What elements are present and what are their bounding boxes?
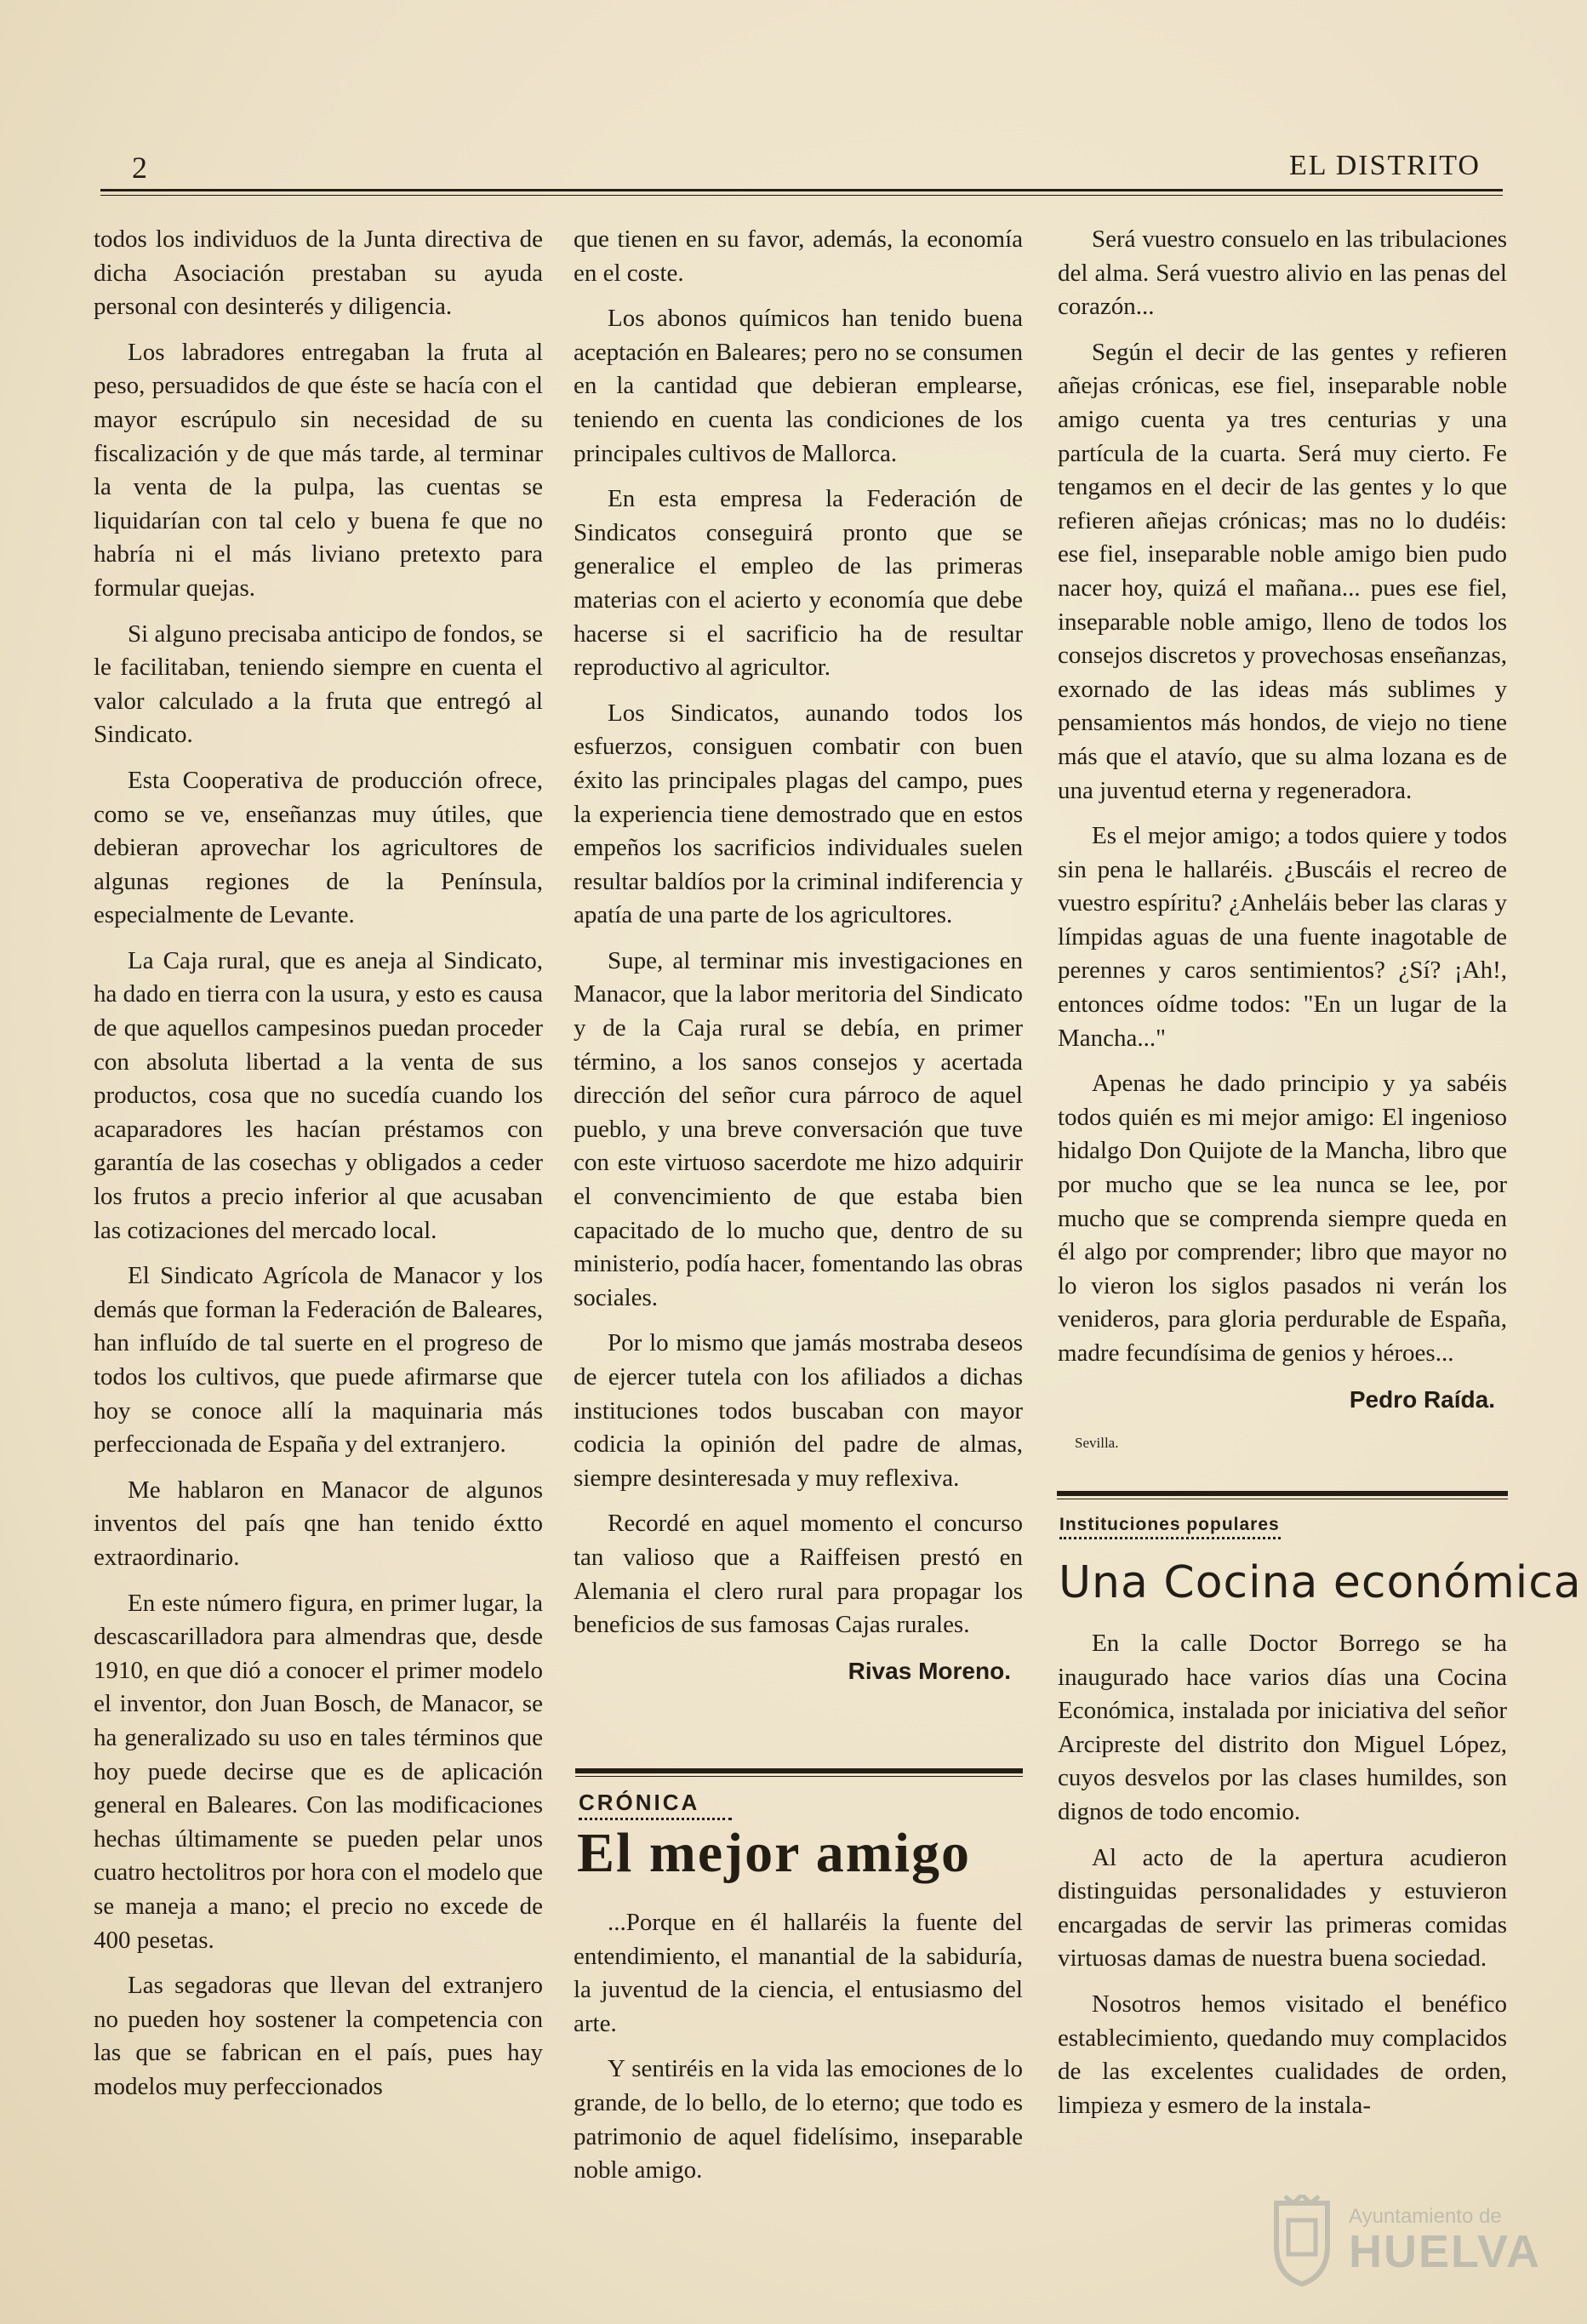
section-kicker: Instituciones populares <box>1059 1515 1280 1534</box>
paragraph: que tienen en su favor, además, la economía en el coste. <box>574 226 1023 287</box>
paragraph: En esta empresa la Federación de Sindicatos conseguirá pronto que se generalice el empleo de las primeras materias con el acierto y economía que debe hacerse si el sacrificio ha de resultar reproductivo al agricultor. <box>574 485 1023 682</box>
section-divider <box>1057 1491 1508 1496</box>
article-column-3 <box>1058 223 1507 1460</box>
paragraph: La Caja rural, que es aneja al Sindicato, ha dado en tierra con la usura, y esto es causa de que aquellos campesinos puedan proceder con absoluta libertad a la venta de sus productos, cosa que no sucedía cuando los acaparadores les hacían préstamos con garantía de las cosechas y obligados a ceder los frutos a precio inferior al que acusaban las cotizaciones del mercado local. <box>94 946 543 1244</box>
paragraph: Si alguno precisaba anticipo de fondos, se le facilitaban, teniendo siempre en cuenta el valor calculado a la fruta que entregó al Sindicato. <box>94 620 543 749</box>
page-number: 2 <box>132 151 147 185</box>
paragraph: todos los individuos de la Junta directiva de dicha Asociación prestaban su ayuda personal con desinterés y diligencia. <box>94 226 543 321</box>
paragraph: Será vuestro consuelo en las tribulaciones del alma. Será vuestro alivio en las penas del corazón... <box>1058 226 1507 321</box>
article-headline: Una Cocina económica <box>1059 1557 1582 1608</box>
paragraph: Y sentiréis en la vida las emociones de lo grande, de lo bello, de lo eterno; que todo es patrimonio de aquel fidelísimo, inseparable noble amigo. <box>574 2055 1023 2184</box>
coat-of-arms-icon <box>1268 2195 1336 2288</box>
paragraph: Supe, al terminar mis investigaciones en Manacor, que la labor meritoria del Sindicato y de la Caja rural se debía, en primer término, a los sanos consejos y acertada dirección del señor cura párroco de aquel pueblo, y una breve conversación que tuve con este virtuoso sacerdote me hizo adquirir el convencimiento de que estaba bien capacitado de lo mucho que, dentro de su ministerio, podía hacer, fomentando las obras sociales. <box>574 946 1023 1311</box>
header-rule-thin <box>100 195 1503 196</box>
paragraph: Por lo mismo que jamás mostraba deseos de ejercer tutela con los afiliados a dichas instituciones todos buscaban con mayor codicia la opinión del padre de almas, siempre desinteresada y muy reflexiva. <box>574 1329 1023 1492</box>
section-divider <box>575 1768 1023 1773</box>
article-column-1 <box>94 223 543 2116</box>
author-signature: Rivas Moreno. <box>848 1657 1011 1684</box>
newspaper-title: EL DISTRITO <box>1288 150 1481 181</box>
section-divider-thin <box>575 1776 1023 1777</box>
page-header <box>98 150 1502 192</box>
cronica-body <box>574 1906 1023 2200</box>
paragraph: Apenas he dado principio y ya sabéis todos quién es mi mejor amigo: El ingenioso hidalgo Don Quijote de la Mancha, libro que por mucho que se lea nunca se lee, por mucho que se comprenda siempre queda en él algo por comprender; libro que mayor no lo vieron los siglos pasados ni verán los venideros, para gloria perdurable de España, madre fecundísima de genios y héroes... <box>1058 1070 1507 1367</box>
paragraph: El Sindicato Agrícola de Manacor y los demás que forman la Federación de Baleares, han influído de tal suerte en el progreso de todos los cultivos, que puede afirmarse que hoy se conoce allí la maquinaria más perfeccionada de España y del extranjero. <box>94 1262 543 1459</box>
section-kicker: CRÓNICA <box>579 1790 700 1815</box>
paragraph: ...Porque en él hallaréis la fuente del entendimiento, el manantial de la sabiduría, la juventud de la ciencia, el entusiasmo del arte. <box>574 1909 1023 2037</box>
paragraph: En la calle Doctor Borrego se ha inaugurado hace varios días una Cocina Económica, instalada por iniciativa del señor Arcipreste del distrito don Miguel López, cuyos desvelos por las clases humildes, son dignos de todo encomio. <box>1058 1630 1507 1825</box>
paragraph: En este número figura, en primer lugar, la descascarilladora para almendras que, desde 1910, en que dió a conocer el primer modelo el inventor, don Juan Bosch, de Manacor, se ha generalizado su uso en tales términos que hoy puede decirse que es de aplicación general en Baleares. Con las modificaciones hechas últimamente se pueden pelar unos cuatro hectolitros por hora con el modelo que se maneja a mano; el precio no excede de 400 pesetas. <box>94 1589 543 1954</box>
paragraph: Los labradores entregaban la fruta al peso, persuadidos de que éste se hacía con el mayor escrúpulo sin necesidad de su fiscalización y de que más tarde, al terminar la venta de la pulpa, las cuentas se liquidarían con tal celo y buena fe que no habría ni el más liviano pretexto para formular quejas. <box>94 338 543 602</box>
dateline-place: Sevilla. <box>1075 1435 1119 1452</box>
kicker-underline <box>1059 1537 1281 1542</box>
archive-watermark <box>1268 2191 1541 2293</box>
watermark-line-1: Ayuntamiento de <box>1349 2205 1502 2228</box>
paragraph: Los abonos químicos han tenido buena aceptación en Baleares; pero no se consumen en la cantidad que debieran emplearse, teniendo en cuenta las condiciones de los principales cultivos de Mallorca. <box>574 305 1023 467</box>
paragraph: Nosotros hemos visitado el benéfico establecimiento, quedando muy complacidos de las excelentes cualidades de orden, limpieza y esmero de la instala- <box>1058 1990 1507 2119</box>
article-headline: El mejor amigo <box>577 1822 972 1884</box>
article-column-2 <box>574 223 1023 1698</box>
paragraph: Los Sindicatos, aunando todos los esfuerzos, consiguen combatir con buen éxito las principales plagas del campo, pues la experiencia tiene demostrado que en estos empeños los sacrificios individuales suelen resultar baldíos por la criminal indiferencia y apatía de una parte de los agricultores. <box>574 699 1023 929</box>
instituciones-body <box>1058 1627 1507 2134</box>
paragraph: Al acto de la apertura acudieron distinguidas personalidades y estuvieron encargadas de servir las primeras comidas virtuosas damas de nuestra buena sociedad. <box>1058 1843 1507 1973</box>
header-rule <box>100 189 1503 191</box>
paragraph: Me hablaron en Manacor de algunos inventos del país qne han tenido éxtto extraordinario. <box>94 1476 543 1571</box>
paragraph: Esta Cooperativa de producción ofrece, como se ve, enseñanzas muy útiles, que debieran aprovechar los agricultores de algunas regiones de la Península, especialmente de Levante. <box>94 766 543 929</box>
paragraph: Las segadoras que llevan del extranjero no pueden hoy sostener la competencia con las que se fabrican en el país, pues hay modelos muy perfeccionados <box>94 1972 543 2100</box>
paragraph: Según el decir de las gentes y refieren añejas crónicas, ese fiel, inseparable noble amigo cuenta ya tres centurias y una partícula de la cuarta. Será muy cierto. Fe tengamos en el decir de las gentes y lo que refieren añejas crónicas; mas no lo dudéis: ese fiel, inseparable noble amigo bien pudo nacer hoy, quizá el mañana... pues ese fiel, inseparable noble amigo, lleno de todos los consejos discretos y provechosas enseñanzas, exornado de las ideas más sublimes y pensamientos más hondos, de viejo no tiene más que el atavío, que su alma lozana es de una juventud eterna y regeneradora. <box>1058 338 1507 804</box>
author-signature: Pedro Raída. <box>1349 1385 1495 1413</box>
paragraph: Recordé en aquel momento el concurso tan valioso que a Raiffeisen prestó en Alemania el clero rural para propagar los beneficios de sus famosas Cajas rurales. <box>574 1510 1023 1639</box>
watermark-line-2: HUELVA <box>1349 2226 1541 2277</box>
paragraph: Es el mejor amigo; a todos quiere y todos sin pena le hallaréis. ¿Buscáis el recreo de vuestro espíritu? ¿Anheláis beber las claras y límpidas aguas de una fuente inagotable de perennes y caros sentimientos? ¿Sí? ¡Ah!, entonces oídme todos: "En un lugar de la Mancha..." <box>1058 822 1507 1052</box>
